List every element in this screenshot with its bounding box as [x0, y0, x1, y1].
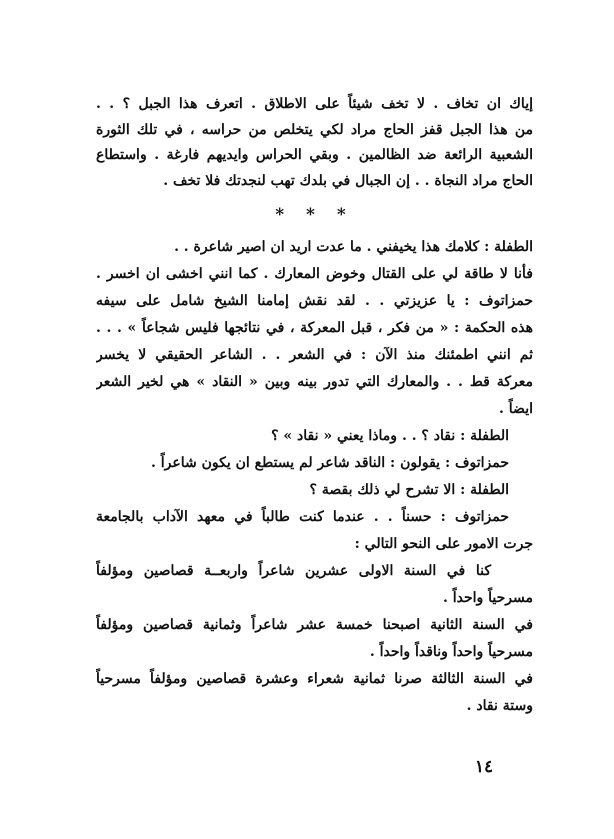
dialogue-line: في السنة الثانية اصبحنا خمسة عشر شاعراً وثمانية قصاصين ومؤلفاً	[96, 617, 533, 633]
dialogue-line: ثم انني اطمئنك منذ الآن : في الشعر . . الشاعر الحقيقي لا يخسر	[96, 347, 533, 363]
text-line: الشعبية الرائعة ضد الظالمين . وبقي الحراس وايديهم فارغة . واستطاع	[96, 147, 533, 163]
dialogue-line: الطفلة : الا تشرح لي ذلك بقصة ؟	[309, 482, 509, 498]
dialogue-line: هذه الحكمة : « من فكر ، قبل المعركة ، في نتائجها فليس شجاعاً » . . .	[96, 320, 533, 336]
dialogue-line: وستة نقاد .	[466, 698, 533, 714]
dialogue-line: مسرحياً واحداً .	[442, 590, 533, 606]
dialogue-section	[96, 234, 533, 720]
dialogue-line: كنا في السنة الاولى عشرين شاعراً واربعــة قصاصين ومؤلفاً	[96, 563, 491, 579]
dialogue-line: ايضاً .	[499, 401, 533, 417]
page-body	[96, 92, 533, 720]
text-line: الحاج مراد النجاة . . إن الجبال في بلدك تهب لنجدتك فلا تخف .	[163, 172, 533, 189]
dialogue-line: الطفلة : كلامك هذا يخيفني . ما عدت اريد ان اصير شاعرة . .	[174, 239, 533, 255]
section-separator: * * *	[275, 205, 354, 225]
page-number: ١٤	[474, 757, 494, 777]
opening-paragraph	[96, 92, 533, 194]
text-line: إياك ان تخاف . لا تخف شيئاً على الاطلاق . اتعرف هذا الجبل ؟ . .	[96, 96, 533, 112]
text-line: من هذا الجبل قفز الحاج مراد لكي يتخلص من حراسه ، في تلك الثورة	[96, 121, 533, 138]
dialogue-line: الطفلة : نقاد ؟ . . وماذا يعني « نقاد » ؟	[271, 428, 509, 444]
dialogue-line: حمزاتوف : يا عزيزتي . . لقد نقش إمامنا الشيخ شامل على سيفه	[96, 293, 533, 309]
dialogue-line: مسرحياً واحداً وناقداً واحداً .	[369, 644, 533, 660]
dialogue-line: في السنة الثالثة صرنا ثمانية شعراء وعشرة قصاصين ومؤلفاً مسرحياً	[96, 671, 533, 687]
dialogue-line: جرت الامور على النحو التالي :	[354, 536, 533, 552]
dialogue-line: معركة قط . . والمعارك التي تدور بينه وبين « النقاد » هي لخير الشعر	[96, 374, 533, 390]
dialogue-line: فأنا لا طاقة لي على القتال وخوض المعارك . كما انني اخشى ان اخسر .	[96, 266, 533, 282]
dialogue-line: حمزاتوف : يقولون : الناقد شاعر لم يستطع ان يكون شاعراً .	[151, 455, 509, 471]
dialogue-line: حمزاتوف : حسناً . . عندما كنت طالباً في معهد الآداب بالجامعة	[96, 509, 509, 525]
